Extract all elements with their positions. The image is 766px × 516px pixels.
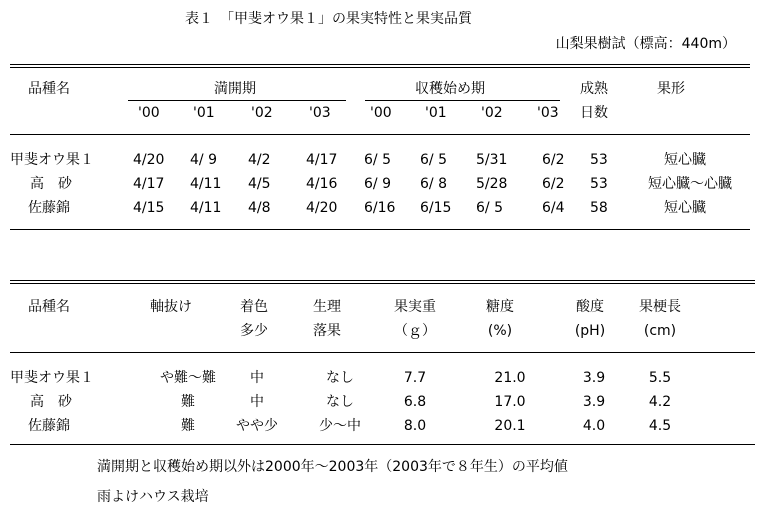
- stem-length: 5.5: [648, 370, 672, 386]
- bloom-date: 4/16: [306, 176, 338, 192]
- table2-header-stem: 果梗長: [639, 299, 681, 315]
- bloom-date: 4/5: [248, 176, 271, 192]
- harvest-date: 6/ 5: [364, 152, 391, 168]
- table2-header-coloring: 着色: [240, 299, 268, 315]
- variety-name: 高 砂: [30, 394, 72, 410]
- bloom-date: 4/20: [306, 200, 338, 216]
- table2-header-coloring-amount: 多少: [240, 323, 268, 339]
- table2-header-sugar: 糖度: [486, 299, 514, 315]
- bloom-date: 4/20: [133, 152, 165, 168]
- fruit-weight: 6.8: [403, 394, 427, 410]
- bloom-date: 4/11: [190, 200, 222, 216]
- harvest-date: 6/ 9: [364, 176, 391, 192]
- footnote: 雨よけハウス栽培: [97, 489, 209, 505]
- stem-length: 4.5: [648, 418, 672, 434]
- harvest-date: 5/28: [476, 176, 508, 192]
- table1-header-ripening: 成熟: [580, 81, 608, 97]
- physiological-drop: なし: [326, 394, 354, 410]
- harvest-date: 6/ 5: [476, 200, 503, 216]
- table1-top-rule-2: [10, 67, 750, 68]
- ripening-days: 53: [590, 176, 608, 192]
- bloom-year-01: '01: [193, 105, 215, 121]
- bloom-date: 4/15: [133, 200, 165, 216]
- table2-header-acid-unit: (pH): [574, 323, 606, 339]
- variety-name: 甲斐オウ果１: [10, 370, 94, 386]
- bloom-date: 4/ 9: [190, 152, 217, 168]
- harvest-date: 6/15: [420, 200, 452, 216]
- table-subtitle: 山梨果樹試（標高：440m）: [555, 36, 736, 52]
- table2-header-drop: 生理: [313, 299, 341, 315]
- table1-header-bottom-rule: [10, 134, 750, 135]
- fruit-weight: 8.0: [403, 418, 427, 434]
- harvest-date: 6/4: [542, 200, 565, 216]
- harvest-year-02: '02: [481, 105, 503, 121]
- sugar-content: 20.1: [494, 418, 526, 434]
- bloom-date: 4/17: [306, 152, 338, 168]
- table1-header-ripening-days: 日数: [580, 105, 608, 121]
- bloom-year-03: '03: [309, 105, 331, 121]
- coloring-amount: 中: [250, 394, 264, 410]
- table1-header-shape: 果形: [657, 81, 685, 97]
- harvest-date: 6/2: [542, 176, 565, 192]
- variety-name: 高 砂: [30, 176, 72, 192]
- harvest-date: 6/2: [542, 152, 565, 168]
- pit-removal: や難～難: [160, 370, 216, 386]
- table1-bottom-rule: [10, 229, 750, 230]
- ripening-days: 58: [590, 200, 608, 216]
- physiological-drop: 少～中: [319, 418, 361, 434]
- harvest-date: 5/31: [476, 152, 508, 168]
- table2-header-weight: 果実重: [394, 299, 436, 315]
- coloring-amount: やや少: [236, 418, 278, 434]
- harvest-date: 6/16: [364, 200, 396, 216]
- fruit-shape: 短心臓: [664, 200, 706, 216]
- table1-top-rule: [10, 64, 750, 65]
- bloom-header-rule: [128, 100, 346, 101]
- variety-name: 甲斐オウ果１: [10, 152, 94, 168]
- harvest-year-01: '01: [425, 105, 447, 121]
- coloring-amount: 中: [250, 370, 264, 386]
- table1-header-harvest: 収穫始め期: [415, 81, 485, 97]
- harvest-header-rule: [365, 100, 560, 101]
- table2-header-sugar-unit: (%): [487, 323, 513, 339]
- stem-length: 4.2: [648, 394, 672, 410]
- table1-header-variety: 品種名: [28, 81, 70, 97]
- acidity: 3.9: [582, 370, 606, 386]
- harvest-date: 6/ 5: [420, 152, 447, 168]
- sugar-content: 21.0: [494, 370, 526, 386]
- physiological-drop: なし: [326, 370, 354, 386]
- pit-removal: 難: [181, 418, 195, 434]
- bloom-date: 4/11: [190, 176, 222, 192]
- table2-header-bottom-rule: [10, 352, 755, 353]
- fruit-shape: 短心臓: [664, 152, 706, 168]
- bloom-date: 4/2: [248, 152, 271, 168]
- footnote: 満開期と収穫始め期以外は2000年～2003年（2003年で８年生）の平均値: [97, 459, 568, 475]
- table-title: 表１ 「甲斐オウ果１」の果実特性と果実品質: [185, 11, 472, 27]
- table2-top-rule: [10, 280, 755, 281]
- table2-header-drop-fruit: 落果: [313, 323, 341, 339]
- table2-top-rule-2: [10, 283, 755, 284]
- bloom-date: 4/8: [248, 200, 271, 216]
- table2-bottom-rule: [10, 444, 755, 445]
- acidity: 3.9: [582, 394, 606, 410]
- fruit-shape: 短心臓～心臓: [648, 176, 732, 192]
- ripening-days: 53: [590, 152, 608, 168]
- bloom-date: 4/17: [133, 176, 165, 192]
- pit-removal: 難: [181, 394, 195, 410]
- table2-header-pit-removal: 軸抜け: [150, 299, 192, 315]
- acidity: 4.0: [582, 418, 606, 434]
- table2-header-stem-unit: (cm): [643, 323, 677, 339]
- fruit-weight: 7.7: [403, 370, 427, 386]
- harvest-year-03: '03: [537, 105, 559, 121]
- table2-header-variety: 品種名: [28, 299, 70, 315]
- table1-header-bloom: 満開期: [214, 81, 256, 97]
- variety-name: 佐藤錦: [28, 200, 70, 216]
- variety-name: 佐藤錦: [28, 418, 70, 434]
- table2-header-acid: 酸度: [576, 299, 604, 315]
- bloom-year-02: '02: [251, 105, 273, 121]
- sugar-content: 17.0: [494, 394, 526, 410]
- bloom-year-00: '00: [138, 105, 160, 121]
- harvest-year-00: '00: [370, 105, 392, 121]
- table2-header-weight-unit: （ｇ）: [394, 323, 436, 339]
- harvest-date: 6/ 8: [420, 176, 447, 192]
